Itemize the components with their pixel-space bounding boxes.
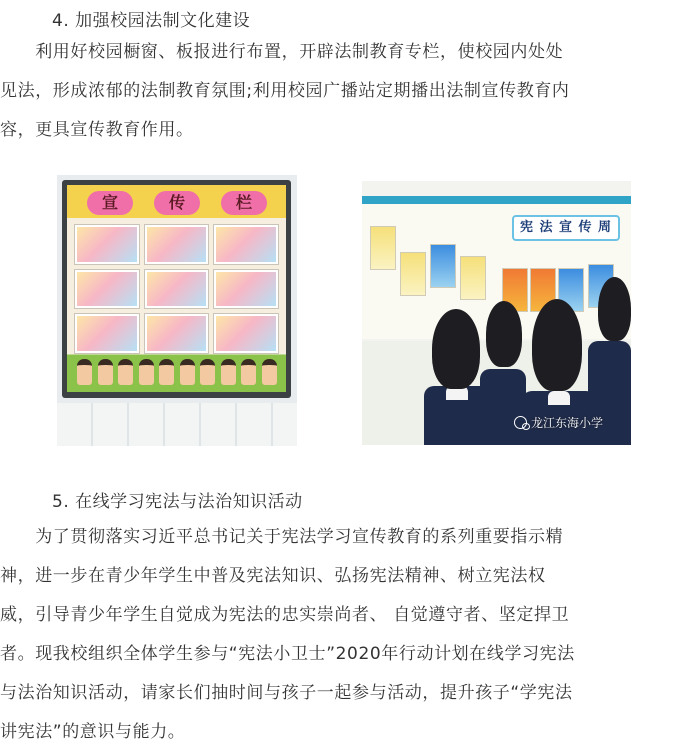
paragraph-line: 与法治知识活动，请家长们抽时间与孩子一起参与活动，提升孩子“学宪法 bbox=[0, 683, 573, 703]
student-head bbox=[532, 299, 582, 391]
poster bbox=[75, 270, 139, 309]
board-title-char: 传 bbox=[154, 191, 200, 215]
section-4-heading: 4. 加强校园法制文化建设 bbox=[52, 11, 251, 31]
cartoon-kids-border bbox=[77, 359, 277, 385]
poster bbox=[214, 225, 278, 264]
paragraph-line: 威，引导青少年学生自觉成为宪法的忠实崇尚者、 自觉遵守者、坚定捍卫 bbox=[0, 605, 570, 625]
watermark bbox=[514, 413, 603, 431]
poster bbox=[145, 225, 209, 264]
bulletin-board-photo bbox=[57, 175, 297, 446]
poster bbox=[145, 314, 209, 353]
board-title-char: 栏 bbox=[221, 191, 267, 215]
section-4-paragraph bbox=[0, 33, 697, 150]
bulletin-board-surface bbox=[67, 185, 286, 392]
section-5-heading: 5. 在线学习宪法与法治知识活动 bbox=[52, 492, 303, 512]
students-reading-photo bbox=[362, 181, 631, 445]
paragraph-line: 为了贯彻落实习近平总书记关于宪法学习宣传教育的系列重要指示精 bbox=[0, 527, 564, 547]
constitution-week-banner: 宪 法 宣 传 周 bbox=[512, 215, 620, 241]
section-5-paragraph bbox=[0, 518, 697, 752]
poster bbox=[214, 314, 278, 353]
poster-grid bbox=[75, 225, 278, 353]
student-head bbox=[598, 277, 631, 341]
paragraph-line: 者。现我校组织全体学生参与“宪法小卫士”2020年行动计划在线学习宪法 bbox=[0, 644, 575, 664]
poster bbox=[75, 225, 139, 264]
student-head bbox=[486, 301, 522, 367]
paragraph-line: 讲宪法”的意识与能力。 bbox=[0, 722, 186, 742]
poster bbox=[75, 314, 139, 353]
bulletin-board-frame bbox=[62, 180, 291, 398]
wechat-icon bbox=[514, 416, 527, 429]
watermark-label: 龙江东海小学 bbox=[531, 415, 604, 430]
bulletin-board-title bbox=[87, 191, 267, 215]
student-head bbox=[432, 309, 480, 389]
paragraph-line: 见法，形成浓郁的法制教育氛围;利用校园广播站定期播出法制宣传教育内 bbox=[0, 81, 570, 101]
poster bbox=[214, 270, 278, 309]
poster bbox=[145, 270, 209, 309]
tiled-wall bbox=[57, 403, 297, 446]
paragraph-line: 神，进一步在青少年学生中普及宪法知识、弘扬宪法精神、树立宪法权 bbox=[0, 566, 546, 586]
paragraph-line: 容，更具宣传教育作用。 bbox=[0, 120, 194, 140]
board-title-char: 宣 bbox=[87, 191, 133, 215]
paragraph-line: 利用好校园橱窗、板报进行布置，开辟法制教育专栏，使校园内处处 bbox=[0, 42, 564, 62]
